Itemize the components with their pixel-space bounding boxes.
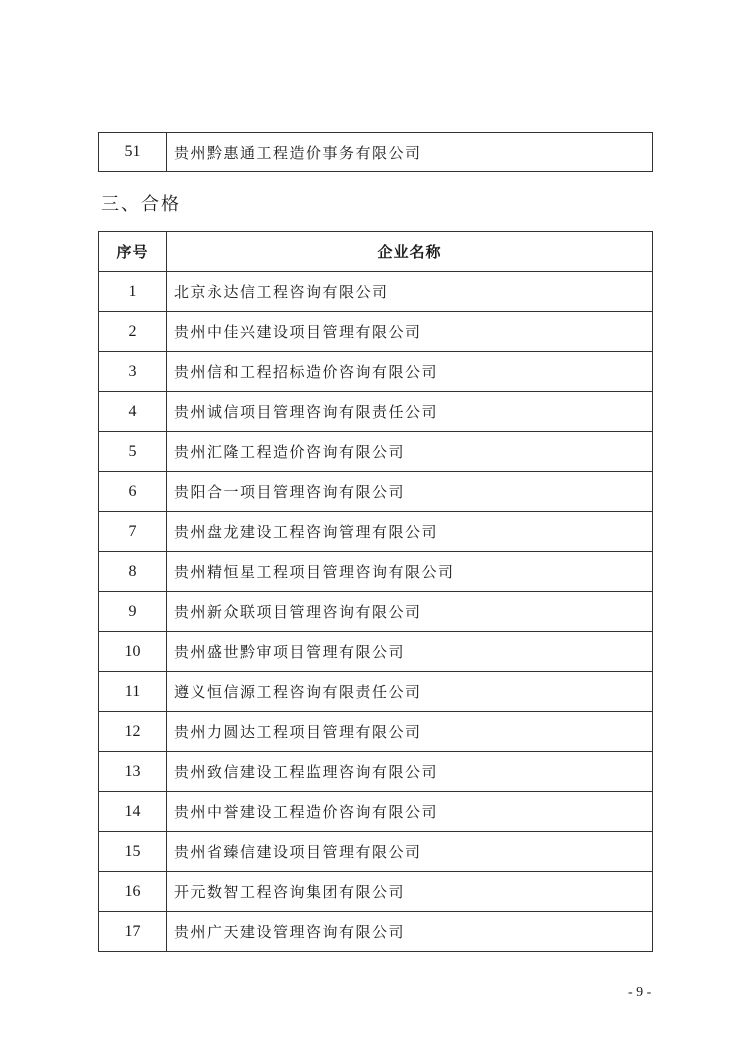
table-row xyxy=(99,592,653,632)
company-name: 贵州汇隆工程造价咨询有限公司 xyxy=(167,432,653,472)
company-name: 贵州中佳兴建设项目管理有限公司 xyxy=(167,312,653,352)
row-number: 6 xyxy=(99,472,167,512)
table-row xyxy=(99,432,653,472)
table-row xyxy=(99,672,653,712)
row-number: 14 xyxy=(99,792,167,832)
header-company-name: 企业名称 xyxy=(167,232,653,272)
table-row xyxy=(99,872,653,912)
table-row xyxy=(99,312,653,352)
row-number: 7 xyxy=(99,512,167,552)
table-row xyxy=(99,392,653,432)
continued-table-body xyxy=(99,133,653,172)
company-name: 贵州致信建设工程监理咨询有限公司 xyxy=(167,752,653,792)
company-name: 北京永达信工程咨询有限公司 xyxy=(167,272,653,312)
company-name: 贵州黔惠通工程造价事务有限公司 xyxy=(167,133,653,172)
company-name: 贵州广天建设管理咨询有限公司 xyxy=(167,912,653,952)
row-number: 13 xyxy=(99,752,167,792)
table-row xyxy=(99,512,653,552)
row-number: 15 xyxy=(99,832,167,872)
row-number: 8 xyxy=(99,552,167,592)
company-name: 贵州精恒星工程项目管理咨询有限公司 xyxy=(167,552,653,592)
row-number: 51 xyxy=(99,133,167,172)
row-number: 10 xyxy=(99,632,167,672)
company-name: 贵州力圆达工程项目管理有限公司 xyxy=(167,712,653,752)
company-name: 贵州新众联项目管理咨询有限公司 xyxy=(167,592,653,632)
row-number: 3 xyxy=(99,352,167,392)
row-number: 5 xyxy=(99,432,167,472)
row-number: 12 xyxy=(99,712,167,752)
company-name: 贵州中誉建设工程造价咨询有限公司 xyxy=(167,792,653,832)
table-row xyxy=(99,472,653,512)
row-number: 9 xyxy=(99,592,167,632)
header-row xyxy=(99,232,653,272)
company-name: 贵州诚信项目管理咨询有限责任公司 xyxy=(167,392,653,432)
table-row xyxy=(99,712,653,752)
row-number: 1 xyxy=(99,272,167,312)
table-row xyxy=(99,272,653,312)
company-name: 遵义恒信源工程咨询有限责任公司 xyxy=(167,672,653,712)
table-row xyxy=(99,552,653,592)
table-row xyxy=(99,352,653,392)
continued-table xyxy=(98,132,653,172)
header-serial-number: 序号 xyxy=(99,232,167,272)
table-row xyxy=(99,133,653,172)
table-row xyxy=(99,792,653,832)
row-number: 17 xyxy=(99,912,167,952)
table-row xyxy=(99,632,653,672)
table-header xyxy=(99,232,653,272)
company-name: 贵州省臻信建设项目管理有限公司 xyxy=(167,832,653,872)
page-number: - 9 - xyxy=(628,985,652,1000)
row-number: 2 xyxy=(99,312,167,352)
table-row xyxy=(99,832,653,872)
table-body xyxy=(99,272,653,952)
row-number: 4 xyxy=(99,392,167,432)
row-number: 16 xyxy=(99,872,167,912)
section-heading: 三、合格 xyxy=(101,194,181,215)
company-name: 贵州盘龙建设工程咨询管理有限公司 xyxy=(167,512,653,552)
table-row xyxy=(99,912,653,952)
table-row xyxy=(99,752,653,792)
row-number: 11 xyxy=(99,672,167,712)
company-name: 贵阳合一项目管理咨询有限公司 xyxy=(167,472,653,512)
qualified-companies-table xyxy=(98,231,653,952)
company-name: 开元数智工程咨询集团有限公司 xyxy=(167,872,653,912)
company-name: 贵州信和工程招标造价咨询有限公司 xyxy=(167,352,653,392)
company-name: 贵州盛世黔审项目管理有限公司 xyxy=(167,632,653,672)
